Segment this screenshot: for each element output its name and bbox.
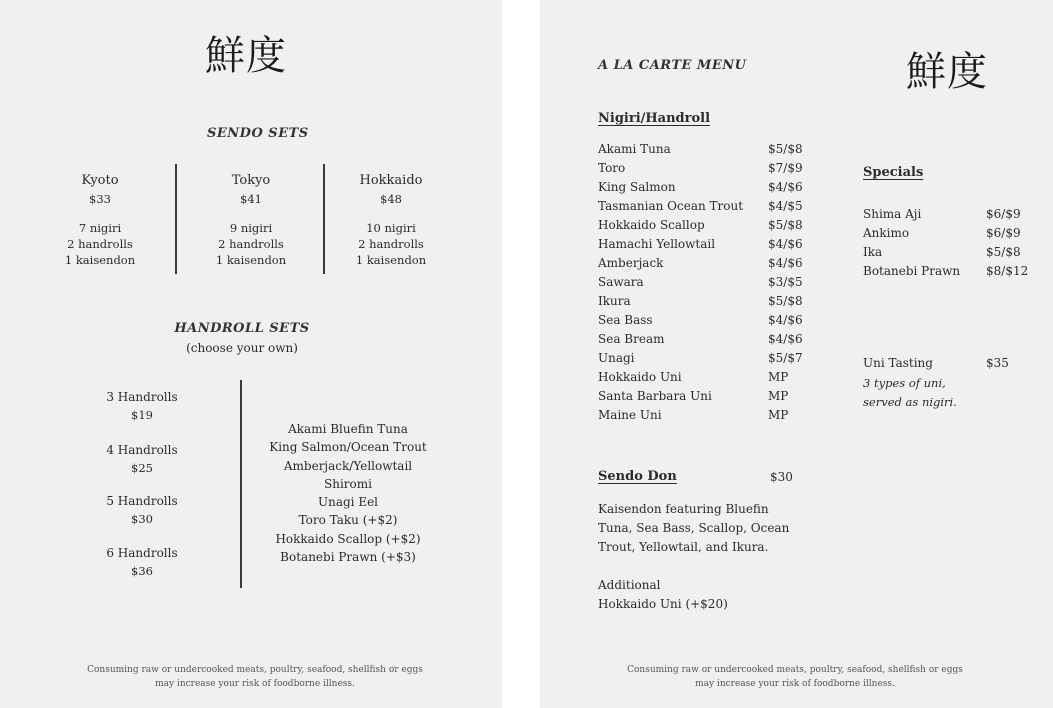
item-price: $5/$8: [768, 218, 803, 232]
set-item: 2 handrolls: [67, 237, 133, 251]
set-item: 7 nigiri: [78, 221, 122, 235]
uni-tasting-item: [863, 356, 1043, 416]
sendo-don-heading: Sendo Don: [598, 469, 677, 484]
list-item: Botanebi Prawn (+$3): [280, 550, 416, 565]
item-price: $4/$6: [768, 313, 803, 327]
item-price: $5/$7: [768, 351, 803, 365]
handroll-set-price: $30: [131, 512, 153, 526]
item-description: served as nigiri.: [863, 395, 957, 409]
disclaimer-line: Consuming raw or undercooked meats, poultry, seafood, shellfish or eggs: [627, 665, 963, 675]
handroll-set-name: 4 Handrolls: [106, 443, 178, 457]
item-name: Ikura: [598, 294, 631, 308]
column-divider: [175, 164, 177, 274]
set-card-hokkaido: [346, 172, 436, 268]
handroll-set-name: 6 Handrolls: [106, 546, 178, 560]
food-safety-disclaimer: [60, 663, 450, 691]
restaurant-logo: 鮮度: [205, 33, 287, 79]
item-name: King Salmon: [598, 180, 676, 194]
set-price: $48: [380, 192, 402, 206]
disclaimer-line: may increase your risk of foodborne illness.: [695, 679, 895, 689]
handroll-sets-heading: HANDROLL SETS: [174, 321, 310, 336]
item-price: $6/$9: [986, 226, 1021, 240]
set-item: 1 kaisendon: [215, 253, 287, 267]
additional-item: Hokkaido Uni (+$20): [598, 597, 728, 611]
restaurant-logo: 鮮度: [906, 49, 988, 95]
handroll-set-4: [92, 441, 192, 477]
specials-price-list: [863, 207, 1043, 287]
item-name: Amberjack: [598, 256, 664, 270]
column-divider: [240, 380, 242, 588]
item-name: Hokkaido Uni: [598, 370, 682, 384]
nigiri-handroll-heading: Nigiri/Handroll: [598, 111, 711, 126]
item-name: Hokkaido Scallop: [598, 218, 705, 232]
item-name: Shima Aji: [863, 207, 922, 221]
item-price: $3/$5: [768, 275, 803, 289]
set-item: 10 nigiri: [366, 221, 416, 235]
sendo-sets-heading: SENDO SETS: [207, 126, 309, 141]
item-name: Hamachi Yellowtail: [598, 237, 716, 251]
item-price: MP: [768, 389, 789, 403]
item-price: $4/$6: [768, 256, 803, 270]
item-price: $4/$6: [768, 237, 803, 251]
item-price: $5/$8: [768, 142, 803, 156]
column-divider: [323, 164, 325, 274]
nigiri-price-list: [598, 142, 818, 432]
handroll-set-price: $36: [131, 564, 153, 578]
item-price: $4/$6: [768, 180, 803, 194]
handroll-set-6: [92, 544, 192, 580]
handroll-set-name: 5 Handrolls: [106, 494, 178, 508]
list-item: Unagi Eel: [317, 495, 379, 510]
description-line: Tuna, Sea Bass, Scallop, Ocean: [598, 521, 790, 535]
set-item: 2 handrolls: [358, 237, 424, 251]
handroll-set-5: [92, 492, 192, 528]
item-description: 3 types of uni,: [863, 376, 946, 390]
description-line: Kaisendon featuring Bluefin: [598, 502, 769, 516]
list-item: Toro Taku (+$2): [298, 513, 398, 528]
set-name: Kyoto: [81, 173, 119, 188]
specials-heading: Specials: [863, 165, 924, 180]
list-item: Akami Bluefin Tuna: [288, 422, 408, 436]
set-name: Hokkaido: [359, 173, 423, 188]
set-card-kyoto: [60, 172, 140, 268]
item-name: Uni Tasting: [863, 356, 933, 370]
sendo-don-description: [598, 500, 789, 614]
food-safety-disclaimer: [600, 663, 990, 691]
set-price: $33: [89, 192, 111, 206]
sendo-don-price: $30: [770, 470, 793, 484]
list-item: Shiromi: [324, 476, 372, 491]
list-item: Hokkaido Scallop (+$2): [275, 531, 421, 546]
item-name: Sea Bass: [598, 313, 653, 327]
item-price: $35: [986, 356, 1009, 370]
item-name: Ika: [863, 245, 883, 259]
handroll-set-3: [92, 388, 192, 424]
list-item: Amberjack/Yellowtail: [283, 458, 413, 473]
handroll-choices-list: [258, 420, 438, 566]
item-price: $8/$12: [986, 264, 1029, 278]
item-name: Tasmanian Ocean Trout: [598, 199, 744, 213]
set-item: 2 handrolls: [218, 237, 284, 251]
item-name: Ankimo: [863, 226, 910, 240]
description-line: Trout, Yellowtail, and Ikura.: [598, 540, 769, 554]
item-name: Maine Uni: [598, 408, 662, 422]
item-name: Sawara: [598, 275, 644, 289]
a-la-carte-heading: A LA CARTE MENU: [598, 58, 747, 73]
handroll-set-name: 3 Handrolls: [106, 390, 178, 404]
handroll-set-price: $25: [131, 461, 153, 475]
set-item: 9 nigiri: [229, 221, 273, 235]
item-name: Botanebi Prawn: [863, 264, 961, 278]
list-item: King Salmon/Ocean Trout: [269, 440, 427, 455]
item-price: $7/$9: [768, 161, 803, 175]
right-menu-page: [540, 0, 1053, 708]
item-price: $5/$8: [986, 245, 1021, 259]
set-price: $41: [240, 192, 262, 206]
set-item: 1 kaisendon: [355, 253, 427, 267]
handroll-set-price: $19: [131, 408, 153, 422]
set-item: 1 kaisendon: [64, 253, 136, 267]
item-name: Unagi: [598, 351, 635, 365]
item-price: $4/$6: [768, 332, 803, 346]
additional-label: Additional: [598, 578, 661, 592]
item-price: MP: [768, 370, 789, 384]
set-name: Tokyo: [231, 173, 271, 188]
set-card-tokyo: [211, 172, 291, 268]
item-name: Toro: [598, 161, 626, 175]
left-menu-page: [0, 0, 502, 708]
item-price: $6/$9: [986, 207, 1021, 221]
handroll-sets-subtitle: (choose your own): [186, 341, 298, 355]
disclaimer-line: may increase your risk of foodborne illness.: [155, 679, 355, 689]
item-price: MP: [768, 408, 789, 422]
item-price: $4/$5: [768, 199, 803, 213]
item-name: Santa Barbara Uni: [598, 389, 712, 403]
item-name: Sea Bream: [598, 332, 665, 346]
item-price: $5/$8: [768, 294, 803, 308]
disclaimer-line: Consuming raw or undercooked meats, poultry, seafood, shellfish or eggs: [87, 665, 423, 675]
item-name: Akami Tuna: [598, 142, 671, 156]
